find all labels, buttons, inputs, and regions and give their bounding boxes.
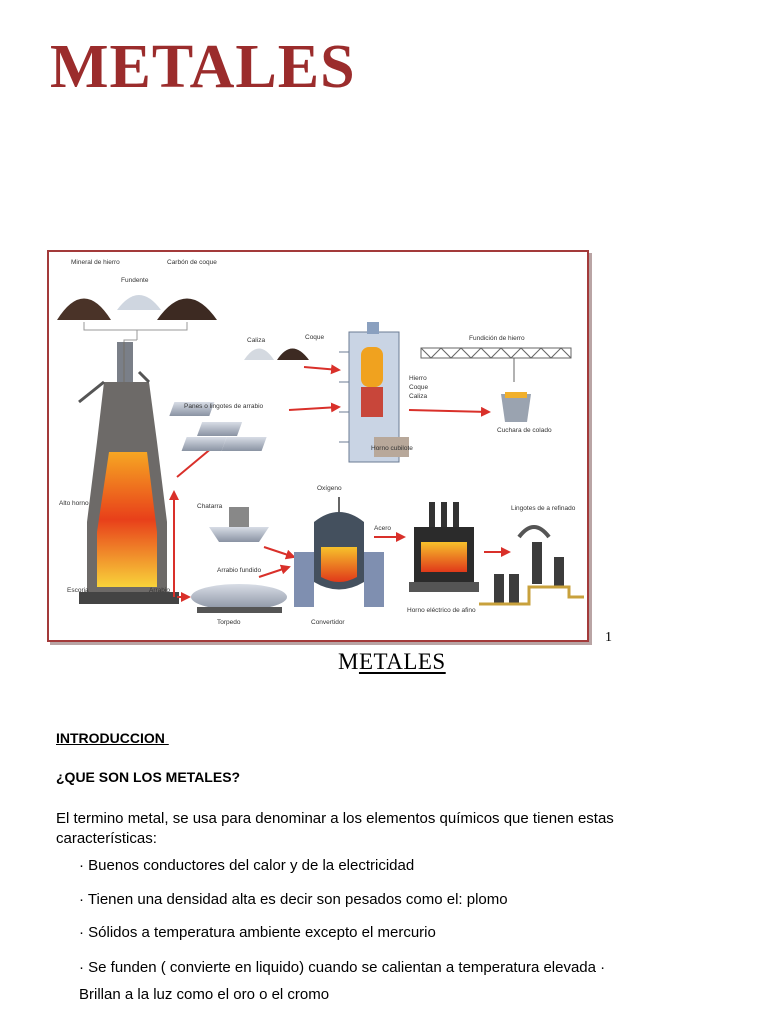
casting-ladle [501,394,531,422]
label-arrabio: Arrabio [149,587,170,594]
page-number: 1 [605,630,612,645]
label-fundente: Fundente [121,277,149,284]
label-convertidor: Convertidor [311,619,345,626]
label-escoria: Escoria [67,587,89,594]
label-horno-cubilote: Horno cubilote [371,445,413,452]
section-title-rest: ETALES [358,649,446,674]
section-title [338,649,446,675]
label-alto-horno: Alto horno [59,500,89,507]
steel-process-diagram [47,250,589,642]
label-arrabio-fundido: Arrabio fundido [217,567,262,574]
label-mineral: Mineral de hierro [71,259,120,266]
bullet-item: · Buenos conductores del calor y de la electricidad [79,857,415,874]
bullet-item: · Sólidos a temperatura ambiente excepto el mercurio [79,924,436,941]
bullet-item: · Se funden ( convierte en liquido) cuando se calientan a temperatura elevada · Brillan a la luz como el oro o el cromo [79,959,606,1003]
label-hierro: Hierro [409,375,427,382]
scrap-bucket [209,507,269,542]
coke-pile [157,299,217,321]
label-carbon: Carbón de coque [167,259,217,266]
label-coque2: Coque [409,384,429,391]
document-title: METALES [50,33,356,101]
heading-que-son: ¿QUE SON LOS METALES? [56,769,241,785]
label-horno-electrico: Horno eléctrico de afino [407,607,476,614]
heading-introduccion: INTRODUCCION [56,730,169,746]
flux-pile [117,295,161,310]
diagram-illustration [49,252,587,640]
section-title-initial: M [338,649,359,674]
electric-furnace [409,502,479,592]
intro-paragraph: El termino metal, se usa para denominar a los elementos químicos que tienen estas características: [56,810,614,847]
iron-ore-pile [57,299,111,321]
torpedo-car [191,584,287,613]
label-caliza: Caliza [247,337,266,344]
label-fundicion: Fundición de hierro [469,335,525,342]
bullet-item: · Tienen una densidad alta es decir son pesados como el: plomo [79,891,508,908]
label-acero: Acero [374,525,391,532]
label-torpedo: Torpedo [217,619,241,626]
refined-ingots [479,527,584,604]
label-coque: Coque [305,334,325,341]
label-oxigeno: Oxígeno [317,485,342,492]
label-chatarra: Chatarra [197,503,223,510]
cupola-furnace [339,322,409,462]
label-cuchara: Cuchara de colado [497,427,552,434]
label-caliza2: Caliza [409,393,428,400]
converter [294,497,384,607]
label-lingotes: Lingotes de a refinado [511,505,576,512]
label-panes: Panes o lingotes de arrabio [184,403,264,410]
